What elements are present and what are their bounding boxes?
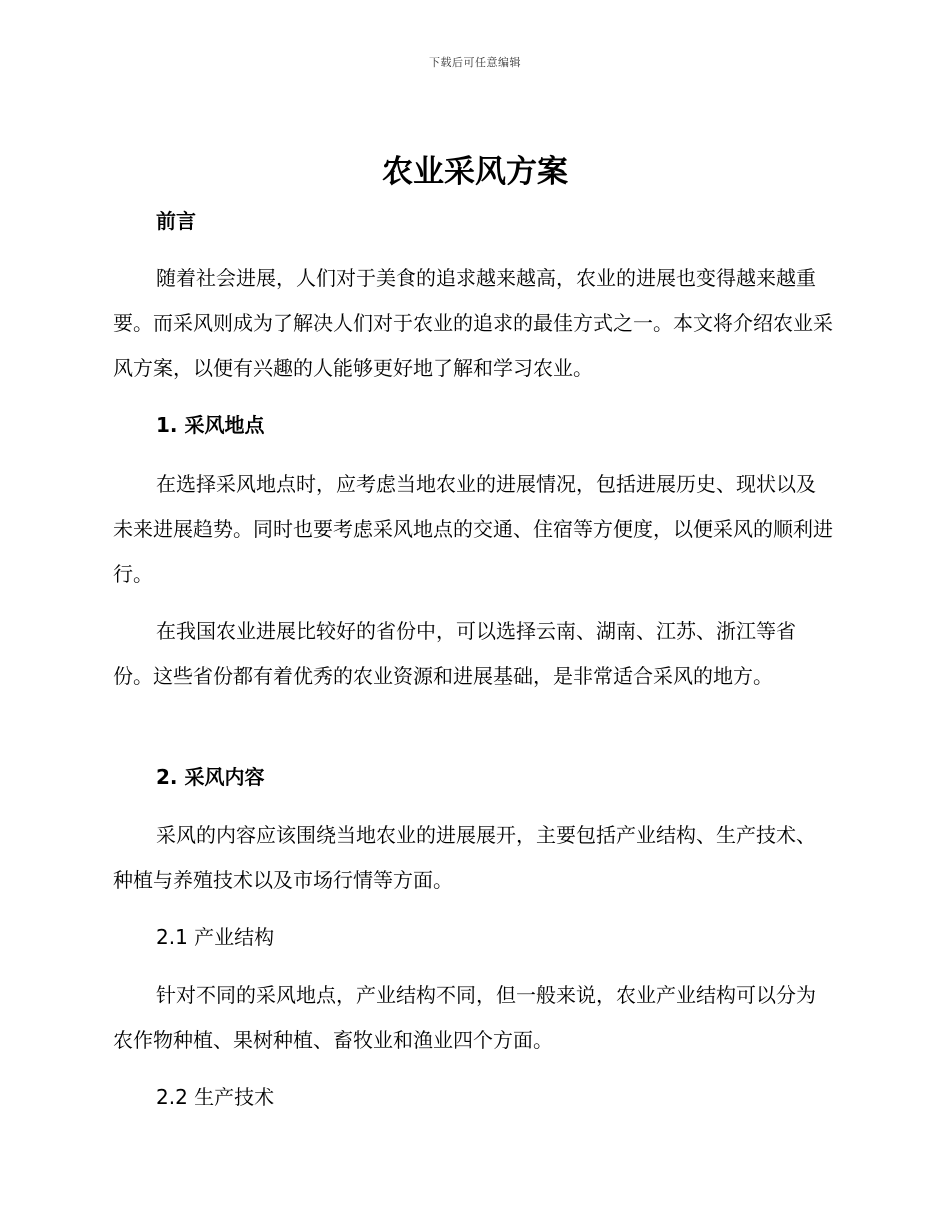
section-2-2-heading: 2.2 生产技术 xyxy=(156,1085,275,1109)
section-1-heading: 1. 采风地点 xyxy=(156,413,265,437)
section-2-paragraph-1: 采风的内容应该围绕当地农业的进展展开，主要包括产业结构、生产技术、种植与养殖技术以及市场行情等方面。 xyxy=(113,823,816,892)
page-header-note: 下载后可任意编辑 xyxy=(429,56,521,69)
section-1-paragraph-2: 在我国农业进展比较好的省份中，可以选择云南、湖南、江苏、浙江等省份。这些省份都有着优秀的农业资源和进展基础，是非常适合采风的地方。 xyxy=(113,619,796,688)
section-1-paragraph-1: 在选择采风地点时，应考虑当地农业的进展情况，包括进展历史、现状以及未来进展趋势。同时也要考虑采风地点的交通、住宿等方便度，以便采风的顺利进行。 xyxy=(113,472,833,586)
preface-paragraph: 随着社会进展，人们对于美食的追求越来越高，农业的进展也变得越来越重要。而采风则成为了解决人们对于农业的追求的最佳方式之一。本文将介绍农业采风方案，以便有兴趣的人能够更好地了解和学习农业。 xyxy=(113,266,833,380)
document-title: 农业采风方案 xyxy=(382,154,568,190)
section-2-1-paragraph: 针对不同的采风地点，产业结构不同，但一般来说，农业产业结构可以分为农作物种植、果树种植、畜牧业和渔业四个方面。 xyxy=(113,983,816,1052)
section-2-heading: 2. 采风内容 xyxy=(156,765,265,789)
preface-heading: 前言 xyxy=(156,209,196,233)
section-2-1-heading: 2.1 产业结构 xyxy=(156,925,275,949)
